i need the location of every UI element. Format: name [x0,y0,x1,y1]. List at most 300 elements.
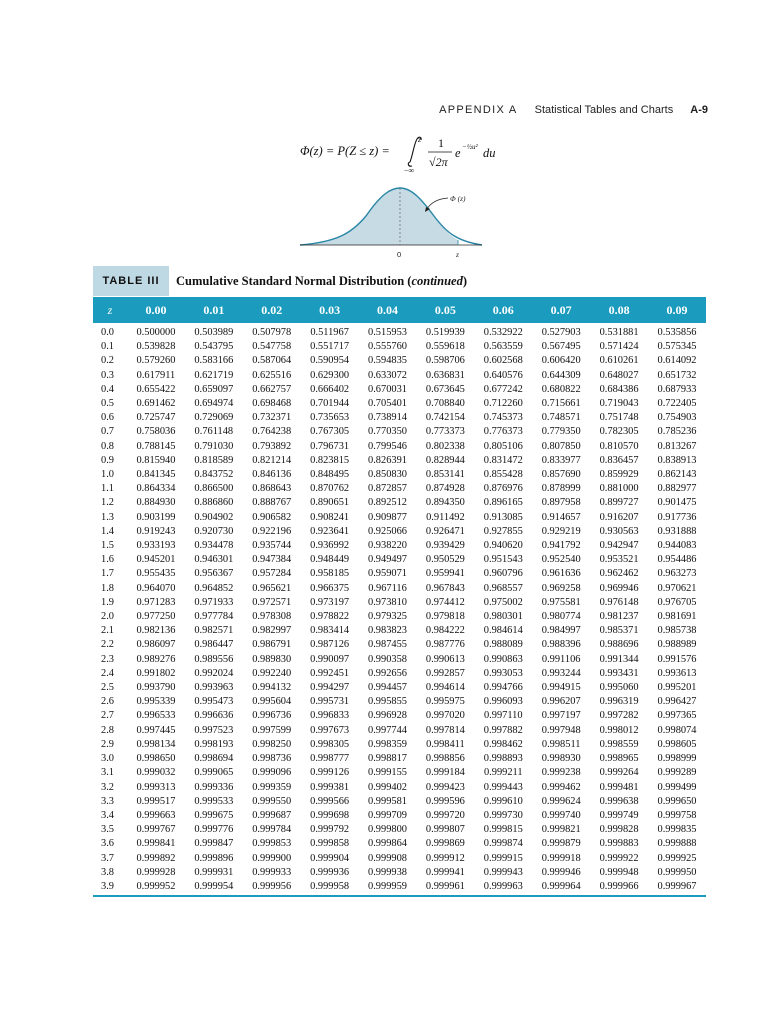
probability-cell: 0.954486 [657,554,697,566]
probability-cell: 0.999698 [310,809,350,821]
probability-cell: 0.999958 [310,880,350,892]
probability-cell: 0.950529 [425,554,465,566]
probability-cell: 0.934478 [194,540,234,552]
formula-lhs: Φ(z) = P(Z ≤ z) = [300,144,390,158]
probability-cell: 0.999963 [483,880,523,892]
probability-cell: 0.999740 [541,809,581,821]
probability-cell: 0.745373 [483,412,523,424]
probability-cell: 0.866500 [194,483,234,495]
probability-cell: 0.999800 [368,824,407,836]
probability-cell: 0.998856 [425,753,465,765]
probability-cell: 0.751748 [599,412,639,424]
probability-cell: 0.971933 [194,596,234,608]
table-row [93,582,706,596]
probability-cell: 0.969946 [599,582,639,594]
probability-cell: 0.904902 [194,511,234,523]
table-title-main: Cumulative Standard Normal Distribution ( [176,274,412,288]
probability-cell: 0.993613 [657,667,697,679]
probability-cell: 0.999828 [599,824,639,836]
probability-cell: 0.999928 [136,866,176,878]
probability-cell: 0.988696 [599,639,639,651]
probability-cell: 0.998134 [136,738,176,750]
probability-cell: 0.666402 [310,383,350,395]
probability-cell: 0.977784 [194,611,234,623]
probability-cell: 0.988396 [541,639,581,651]
probability-cell: 0.874928 [425,483,465,495]
probability-cell: 0.976705 [657,596,697,608]
probability-cell: 0.999912 [425,852,465,864]
probability-cell: 0.590954 [310,355,350,367]
probability-cell: 0.998411 [426,738,465,750]
column-header: 0.05 [434,302,456,317]
probability-cell: 0.931888 [657,525,697,537]
probability-cell: 0.939429 [425,540,465,552]
probability-cell: 0.673645 [425,383,465,395]
probability-cell: 0.951543 [483,554,523,566]
probability-cell: 0.796731 [310,440,350,452]
probability-cell: 0.999423 [425,781,465,793]
probability-cell: 0.543795 [194,341,234,353]
table-row [93,695,706,709]
probability-cell: 0.999211 [483,767,523,779]
probability-cell: 0.996319 [599,696,639,708]
probability-cell: 0.998074 [657,724,697,736]
probability-cell: 0.999874 [483,838,523,850]
probability-cell: 0.881000 [599,483,639,495]
probability-cell: 0.999675 [194,809,234,821]
probability-cell: 0.982136 [136,625,176,637]
probability-cell: 0.551717 [310,341,350,353]
table-row [93,809,706,823]
probability-cell: 0.960796 [483,568,523,580]
probability-cell: 0.978308 [252,611,292,623]
probability-cell: 0.859929 [599,469,639,481]
probability-cell: 0.903199 [136,511,176,523]
probability-cell: 0.996928 [368,710,407,722]
probability-cell: 0.945201 [136,554,176,566]
probability-cell: 0.995201 [657,682,697,694]
probability-cell: 0.973197 [310,596,350,608]
probability-cell: 0.999904 [310,852,350,864]
probability-cell: 0.677242 [483,383,523,395]
z-value-cell: 2.3 [101,653,114,665]
probability-cell: 0.617911 [136,369,176,381]
probability-cell: 0.994915 [541,682,581,694]
probability-cell: 0.990097 [310,653,350,665]
probability-cell: 0.997523 [194,724,234,736]
z-value-cell: 2.0 [101,611,114,623]
column-header: 0.04 [377,302,398,317]
probability-cell: 0.999896 [194,852,234,864]
column-header: 0.07 [550,302,572,317]
zero-tick-label: 0 [397,250,402,259]
probability-cell: 0.986791 [252,639,292,651]
probability-cell: 0.987776 [425,639,465,651]
z-value-cell: 1.3 [101,511,114,523]
probability-cell: 0.729069 [194,412,234,424]
probability-cell: 0.719043 [599,398,639,410]
table-row [93,454,706,468]
probability-cell: 0.998193 [194,738,234,750]
table-row [93,411,706,425]
probability-cell: 0.984222 [425,625,465,637]
probability-cell: 0.999888 [657,838,697,850]
z-value-cell: 0.9 [101,454,114,466]
table-row [93,323,706,340]
probability-cell: 0.992857 [425,667,465,679]
probability-cell: 0.527903 [541,327,581,338]
probability-cell: 0.989556 [194,653,234,665]
probability-cell: 0.999610 [483,795,523,807]
column-header: 0.03 [319,302,341,317]
probability-cell: 0.999853 [252,838,292,850]
probability-cell: 0.999443 [483,781,523,793]
probability-cell: 0.999596 [425,795,465,807]
probability-cell: 0.651732 [657,369,697,381]
probability-cell: 0.890651 [310,497,350,509]
callout-arrow [427,198,448,209]
probability-cell: 0.888767 [252,497,292,509]
probability-cell: 0.993963 [194,682,234,694]
probability-cell: 0.712260 [483,398,523,410]
probability-cell: 0.987455 [368,639,407,651]
probability-cell: 0.983414 [310,625,350,637]
probability-cell: 0.999883 [599,838,639,850]
probability-cell: 0.999847 [194,838,234,850]
probability-cell: 0.802338 [425,440,465,452]
probability-cell: 0.999900 [252,852,292,864]
z-value-cell: 3.9 [101,880,114,892]
probability-cell: 0.968557 [483,582,523,594]
probability-cell: 0.684386 [599,383,639,395]
probability-cell: 0.998694 [194,753,234,765]
table-row [93,596,706,610]
probability-cell: 0.999650 [657,795,697,807]
probability-cell: 0.805106 [483,440,523,452]
integral-lower-limit: −∞ [404,166,415,174]
probability-cell: 0.999767 [136,824,176,836]
probability-cell: 0.999967 [657,880,697,892]
z-value-cell: 0.7 [101,426,114,438]
table-tag: TABLE III [93,266,169,296]
section-title: Statistical Tables and Charts [534,104,674,116]
z-value-cell: 3.1 [101,767,114,779]
column-header: 0.06 [492,302,514,317]
probability-cell: 0.961636 [541,568,581,580]
probability-cell: 0.957284 [252,568,292,580]
probability-cell: 0.999918 [541,852,581,864]
probability-cell: 0.998605 [657,738,697,750]
probability-cell: 0.908241 [310,511,350,523]
probability-cell: 0.555760 [368,341,407,353]
probability-cell: 0.936992 [310,540,350,552]
probability-cell: 0.878999 [541,483,581,495]
probability-cell: 0.999749 [599,809,639,821]
probability-cell: 0.999959 [368,880,407,892]
z-value-cell: 3.0 [101,753,114,765]
probability-cell: 0.999931 [194,866,234,878]
probability-cell: 0.823815 [310,454,350,466]
probability-cell: 0.965621 [252,582,292,594]
probability-cell: 0.701944 [310,398,350,410]
probability-cell: 0.999933 [252,866,292,878]
table-row [93,653,706,667]
probability-cell: 0.722405 [657,398,697,410]
probability-cell: 0.999943 [483,866,523,878]
probability-cell: 0.831472 [483,454,523,466]
probability-cell: 0.563559 [483,341,523,353]
probability-cell: 0.996533 [136,710,176,722]
probability-cell: 0.997882 [483,724,523,736]
probability-cell: 0.813267 [657,440,697,452]
probability-cell: 0.614092 [657,355,697,367]
probability-cell: 0.995060 [599,682,639,694]
probability-cell: 0.532922 [483,327,523,338]
probability-cell: 0.994457 [368,682,407,694]
probability-cell: 0.826391 [368,454,407,466]
probability-cell: 0.999946 [541,866,581,878]
probability-cell: 0.579260 [136,355,176,367]
probability-cell: 0.999481 [599,781,639,793]
probability-cell: 0.978822 [310,611,350,623]
table-row [93,823,706,837]
z-value-cell: 1.6 [101,554,114,566]
probability-cell: 0.511967 [310,327,349,338]
probability-cell: 0.587064 [252,355,292,367]
probability-cell: 0.999815 [483,824,523,836]
probability-cell: 0.956367 [194,568,234,580]
probability-cell: 0.758036 [136,426,176,438]
differential-du: du [483,146,496,160]
z-value-cell: 1.5 [101,540,114,552]
table-title-row [93,266,706,296]
table-header-row [93,297,706,323]
probability-cell: 0.999402 [368,781,407,793]
probability-cell: 0.999858 [310,838,350,850]
probability-cell: 0.975581 [541,596,581,608]
probability-cell: 0.973810 [368,596,407,608]
z-value-cell: 3.4 [101,809,114,821]
probability-cell: 0.940620 [483,540,523,552]
probability-cell: 0.989830 [252,653,292,665]
probability-cell: 0.920730 [194,525,234,537]
cdf-formula [300,134,520,174]
probability-cell: 0.959071 [368,568,407,580]
probability-cell: 0.625516 [252,369,292,381]
probability-cell: 0.725747 [136,412,176,424]
probability-cell: 0.990613 [425,653,465,665]
probability-cell: 0.979325 [368,611,407,623]
callout-label: Φ (z) [450,194,466,203]
probability-cell: 0.962462 [599,568,639,580]
probability-cell: 0.999941 [425,866,465,878]
probability-cell: 0.999952 [136,880,176,892]
probability-cell: 0.997197 [541,710,581,722]
probability-cell: 0.999784 [252,824,292,836]
probability-cell: 0.982571 [194,625,234,637]
probability-cell: 0.993244 [541,667,581,679]
probability-cell: 0.535856 [657,327,697,338]
probability-cell: 0.993431 [599,667,639,679]
probability-cell: 0.999264 [599,767,639,779]
table-row [93,880,706,894]
cdf-table [93,297,706,894]
probability-cell: 0.997673 [310,724,350,736]
probability-cell: 0.793892 [252,440,292,452]
probability-cell: 0.896165 [483,497,523,509]
z-value-cell: 2.9 [101,738,114,750]
probability-cell: 0.999841 [136,838,176,850]
probability-cell: 0.991106 [541,653,581,665]
probability-cell: 0.999638 [599,795,639,807]
table-title-end: ) [462,274,468,288]
probability-cell: 0.984614 [483,625,523,637]
exponential-base: e [455,146,461,160]
column-header: 0.01 [203,302,225,317]
probability-cell: 0.996427 [657,696,697,708]
probability-cell: 0.810570 [599,440,639,452]
z-value-cell: 0.8 [101,440,114,452]
probability-cell: 0.941792 [541,540,581,552]
z-value-cell: 2.7 [101,710,114,722]
probability-cell: 0.948449 [310,554,350,566]
probability-cell: 0.980301 [483,611,523,623]
probability-cell: 0.998305 [310,738,350,750]
probability-cell: 0.598706 [425,355,465,367]
probability-cell: 0.999687 [252,809,292,821]
probability-cell: 0.791030 [194,440,234,452]
probability-cell: 0.779350 [541,426,581,438]
z-value-cell: 2.5 [101,682,114,694]
probability-cell: 0.870762 [310,483,350,495]
table-row [93,553,706,567]
probability-cell: 0.629300 [310,369,350,381]
table-row [93,781,706,795]
table-row [93,482,706,496]
probability-cell: 0.850830 [368,469,407,481]
probability-cell: 0.923641 [310,525,350,537]
probability-cell: 0.975002 [483,596,523,608]
probability-cell: 0.959941 [425,568,465,580]
z-value-cell: 0.5 [101,398,114,410]
probability-cell: 0.821214 [252,454,292,466]
probability-cell: 0.988089 [483,639,523,651]
probability-cell: 0.994766 [483,682,523,694]
probability-cell: 0.992024 [194,667,234,679]
probability-cell: 0.862143 [657,469,697,481]
z-value-cell: 1.0 [101,469,114,481]
probability-cell: 0.884930 [136,497,176,509]
probability-cell: 0.998359 [368,738,407,750]
probability-cell: 0.913085 [483,511,523,523]
running-header [439,104,708,116]
probability-cell: 0.876976 [483,483,523,495]
probability-cell: 0.988989 [657,639,697,651]
probability-cell: 0.999663 [136,809,176,821]
probability-cell: 0.999908 [368,852,407,864]
probability-cell: 0.999289 [657,767,697,779]
table-row [93,610,706,624]
probability-cell: 0.999032 [136,767,176,779]
table-row [93,354,706,368]
table-row [93,709,706,723]
probability-cell: 0.715661 [541,398,581,410]
probability-cell: 0.782305 [599,426,639,438]
probability-cell: 0.767305 [310,426,350,438]
probability-cell: 0.994614 [425,682,465,694]
probability-cell: 0.995339 [136,696,176,708]
probability-cell: 0.999566 [310,795,350,807]
table-row [93,567,706,581]
probability-cell: 0.999096 [252,767,292,779]
table-row [93,369,706,383]
probability-cell: 0.999956 [252,880,292,892]
probability-cell: 0.998559 [599,738,639,750]
probability-cell: 0.836457 [599,454,639,466]
column-header: 0.08 [608,302,630,317]
probability-cell: 0.995731 [310,696,350,708]
probability-cell: 0.892512 [368,497,407,509]
probability-cell: 0.983823 [368,625,407,637]
probability-cell: 0.979818 [425,611,465,623]
probability-cell: 0.963273 [657,568,697,580]
probability-cell: 0.964070 [136,582,176,594]
probability-cell: 0.995855 [368,696,407,708]
probability-cell: 0.687933 [657,383,697,395]
probability-cell: 0.999922 [599,852,639,864]
probability-cell: 0.989276 [136,653,176,665]
probability-cell: 0.999730 [483,809,523,821]
z-value-cell: 2.6 [101,696,114,708]
probability-cell: 0.997814 [425,724,465,736]
probability-cell: 0.999869 [425,838,465,850]
probability-cell: 0.942947 [599,540,639,552]
probability-cell: 0.935744 [252,540,292,552]
z-value-cell: 0.4 [101,383,114,395]
probability-cell: 0.999381 [310,781,350,793]
table-title [176,274,467,289]
probability-cell: 0.575345 [657,341,697,353]
probability-cell: 0.999821 [541,824,581,836]
table-row [93,766,706,780]
probability-cell: 0.992451 [310,667,350,679]
probability-cell: 0.644309 [541,369,581,381]
z-value-cell: 2.2 [101,639,114,651]
probability-cell: 0.997445 [136,724,176,736]
probability-cell: 0.974412 [425,596,465,608]
probability-cell: 0.992240 [252,667,292,679]
z-value-cell: 0.1 [101,341,114,353]
probability-cell: 0.547758 [252,341,292,353]
probability-cell: 0.742154 [425,412,465,424]
probability-cell: 0.999954 [194,880,234,892]
probability-cell: 0.998250 [252,738,292,750]
probability-cell: 0.909877 [368,511,407,523]
probability-cell: 0.977250 [136,611,176,623]
z-value-cell: 1.7 [101,568,114,580]
probability-cell: 0.999950 [657,866,697,878]
z-value-cell: 1.2 [101,497,114,509]
probability-cell: 0.776373 [483,426,523,438]
probability-cell: 0.996636 [194,710,234,722]
table-row [93,539,706,553]
z-tick-label: z [456,250,459,259]
table-row [93,752,706,766]
probability-cell: 0.999948 [599,866,639,878]
z-value-cell: 3.7 [101,852,114,864]
probability-cell: 0.815940 [136,454,176,466]
table-row [93,397,706,411]
